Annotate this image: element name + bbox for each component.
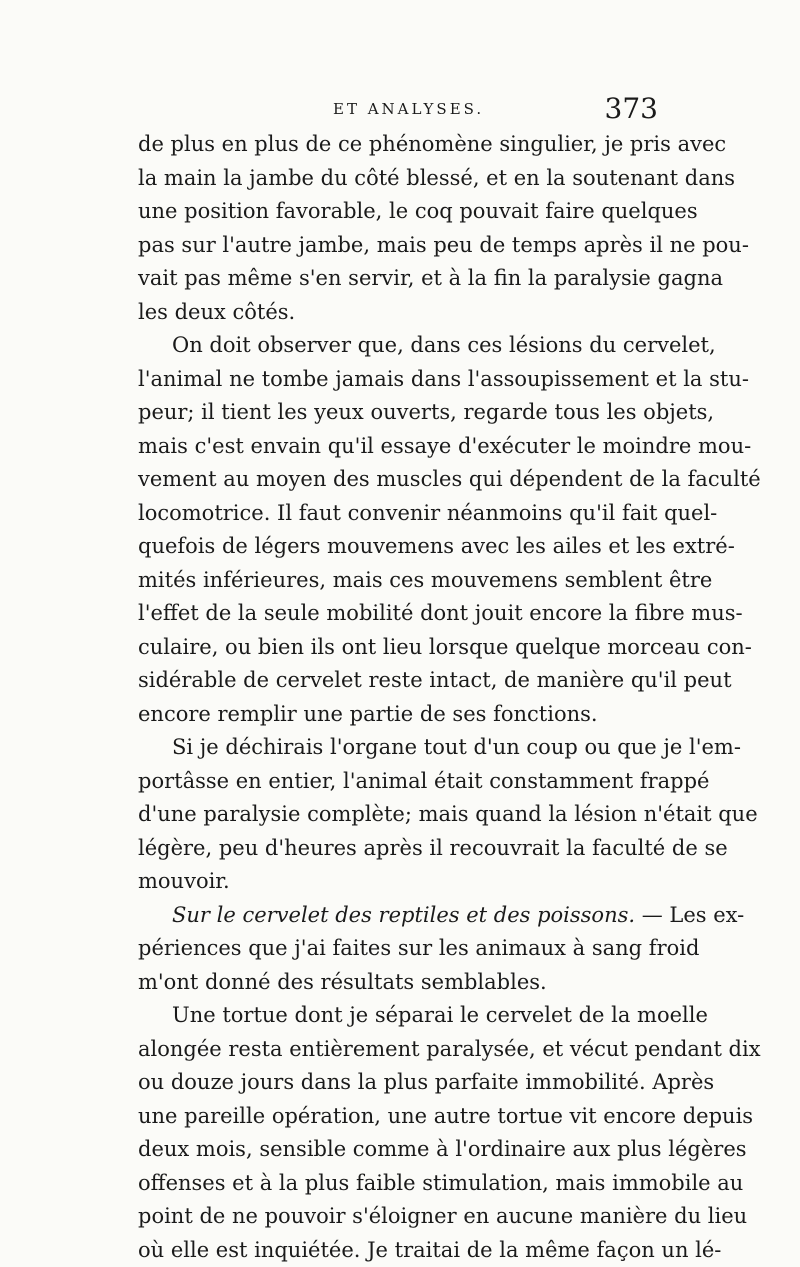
text-line: mités inférieures, mais ces mouvemens semblent être	[138, 564, 658, 598]
text-line: d'une paralysie complète; mais quand la lésion n'était que	[138, 798, 658, 832]
page-number: 373	[605, 92, 658, 125]
text-line: On doit observer que, dans ces lésions du cervelet,	[138, 329, 658, 363]
text-line: m'ont donné des résultats semblables.	[138, 966, 658, 1000]
page-header	[138, 92, 658, 132]
text-line: Si je déchirais l'organe tout d'un coup ou que je l'em-	[138, 731, 658, 765]
text-line: culaire, ou bien ils ont lieu lorsque quelque morceau con-	[138, 631, 658, 665]
text-line: l'animal ne tombe jamais dans l'assoupissement et la stu-	[138, 363, 658, 397]
text-line: vement au moyen des muscles qui dépendent de la faculté	[138, 463, 658, 497]
text-line: où elle est inquiétée. Je traitai de la même façon un lé-	[138, 1234, 658, 1267]
text-line: périences que j'ai faites sur les animaux à sang froid	[138, 932, 658, 966]
text-line: alongée resta entièrement paralysée, et vécut pendant dix	[138, 1033, 658, 1067]
text-line: mais c'est envain qu'il essaye d'exécuter le moindre mou-	[138, 430, 658, 464]
running-head: ET ANALYSES.	[333, 100, 484, 118]
text-line: deux mois, sensible comme à l'ordinaire aux plus légères	[138, 1133, 658, 1167]
section-heading-continuation: — Les ex-	[635, 903, 744, 927]
text-line: vait pas même s'en servir, et à la fin la paralysie gagna	[138, 262, 658, 296]
section-heading-line	[138, 899, 658, 933]
text-line: légère, peu d'heures après il recouvrait la faculté de se	[138, 832, 658, 866]
text-line: Une tortue dont je séparai le cervelet de la moelle	[138, 999, 658, 1033]
text-line: sidérable de cervelet reste intact, de manière qu'il peut	[138, 664, 658, 698]
text-line: les deux côtés.	[138, 296, 658, 330]
text-line: offenses et à la plus faible stimulation, mais immobile au	[138, 1167, 658, 1201]
text-line: mouvoir.	[138, 865, 658, 899]
text-line: locomotrice. Il faut convenir néanmoins qu'il fait quel-	[138, 497, 658, 531]
text-line: de plus en plus de ce phénomène singulier, je pris avec	[138, 128, 658, 162]
text-line: pas sur l'autre jambe, mais peu de temps après il ne pou-	[138, 229, 658, 263]
text-line: peur; il tient les yeux ouverts, regarde tous les objets,	[138, 396, 658, 430]
text-line: portâsse en entier, l'animal était constamment frappé	[138, 765, 658, 799]
text-line: encore remplir une partie de ses fonctions.	[138, 698, 658, 732]
text-line: l'effet de la seule mobilité dont jouit encore la fibre mus-	[138, 597, 658, 631]
body-text	[138, 128, 658, 1267]
text-line: quefois de légers mouvemens avec les ailes et les extré-	[138, 530, 658, 564]
text-line: une pareille opération, une autre tortue vit encore depuis	[138, 1100, 658, 1134]
text-line: point de ne pouvoir s'éloigner en aucune manière du lieu	[138, 1200, 658, 1234]
text-line: ou douze jours dans la plus parfaite immobilité. Après	[138, 1066, 658, 1100]
text-line: la main la jambe du côté blessé, et en la soutenant dans	[138, 162, 658, 196]
section-heading: Sur le cervelet des reptiles et des poissons.	[172, 903, 635, 927]
text-line: une position favorable, le coq pouvait faire quelques	[138, 195, 658, 229]
